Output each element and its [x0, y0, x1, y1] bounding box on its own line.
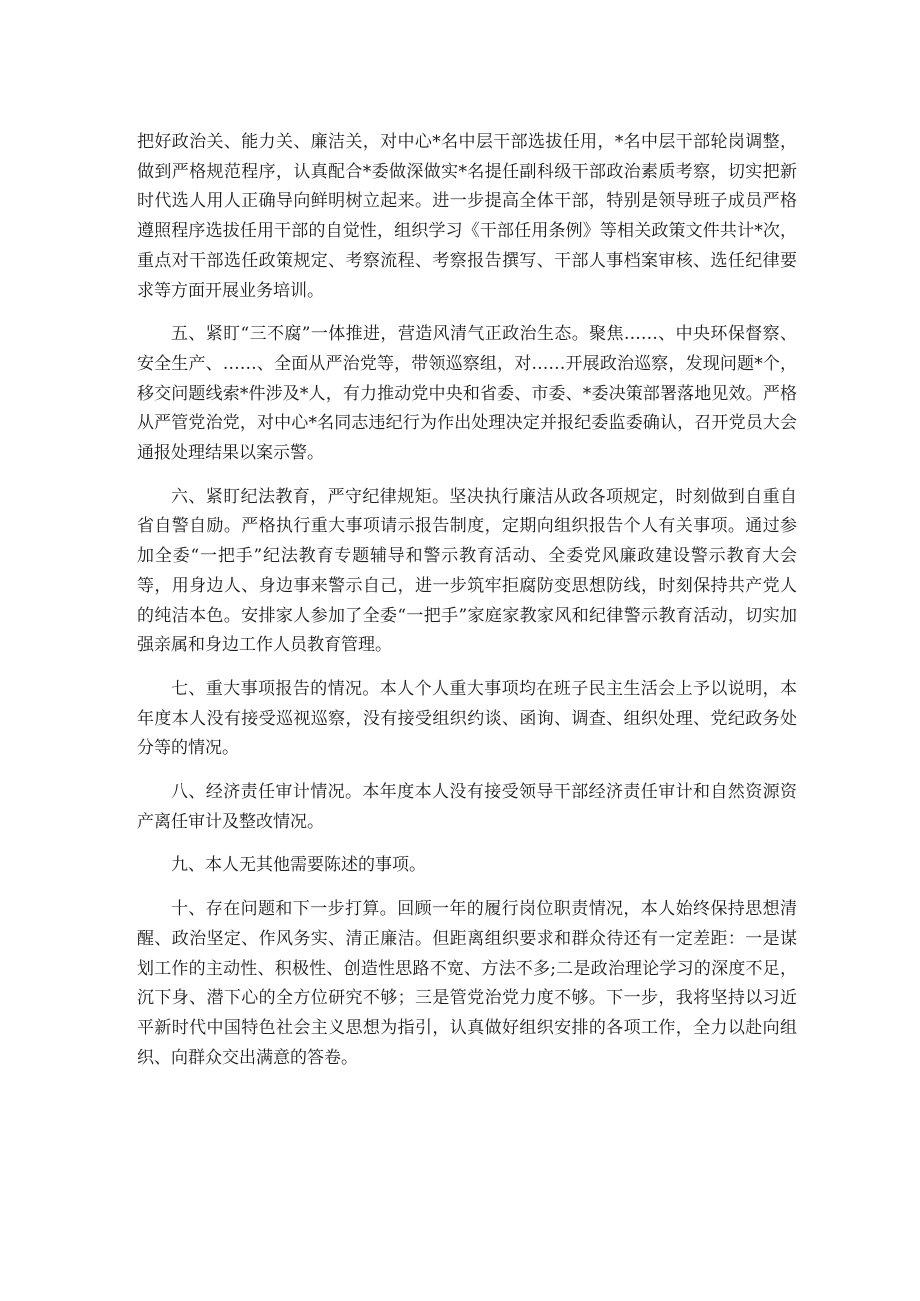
- paragraph-cadre-selection: 把好政治关、能力关、廉洁关，对中心*名中层干部选拔任用，*名中层干部轮岗调整，做到严格规范程序，认真配合*委做深做实*名提任副科级干部政治素质考察，切实把新时代选人用人正确导向鲜明树立起来。进一步提高全体干部，特别是领导班子成员严格遵照程序选拔任用干部的自觉性，组织学习《干部任用条例》等相关政策文件共计*次，重点对干部选任政策规定、考察流程、考察报告撰写、干部人事档案审核、选任纪律要求等方面开展业务培训。: [137, 132, 797, 301]
- paragraph-section-8: 八、经济责任审计情况。本年度本人没有接受领导干部经济责任审计和自然资源资产离任审计及整改情况。: [137, 782, 797, 832]
- paragraph-section-5: 五、紧盯“三不腐”一体推进，营造风清气正政治生态。聚焦……、中央环保督察、安全生产、……、全面从严治党等，带领巡察组，对……开展政治巡察，发现问题*个，移交问题线索*件涉及*人，有力推动党中央和省委、市委、*委决策部署落地见效。严格从严管党治党，对中心*名同志违纪行为作出处理决定并报纪委监委确认，召开党员大会通报处理结果以案示警。: [137, 324, 797, 464]
- paragraph-section-10: 十、存在问题和下一步打算。回顾一年的履行岗位职责情况，本人始终保持思想清醒、政治坚定、作风务实、清正廉洁。但距离组织要求和群众待还有一定差距：一是谋划工作的主动性、积极性、创造性思路不宽、方法不多;二是政治理论学习的深度不足，沉下身、潜下心的全方位研究不够；三是管党治党力度不够。下一步，我将坚持以习近平新时代中国特色社会主义思想为指引，认真做好组织安排的各项工作，全力以赴向组织、向群众交出满意的答卷。: [137, 899, 797, 1068]
- paragraph-section-6: 六、紧盯纪法教育，严守纪律规矩。坚决执行廉洁从政各项规定，时刻做到自重自省自警自励。严格执行重大事项请示报告制度，定期向组织报告个人有关事项。通过参加全委“一把手”纪法教育专题辅导和警示教育活动、全委党风廉政建设警示教育大会等，用身边人、身边事来警示自己，进一步筑牢拒腐防变思想防线，时刻保持共产党人的纯洁本色。安排家人参加了全委“一把手”家庭家教家风和纪律警示教育活动，切实加强亲属和身边工作人员教育管理。: [137, 486, 797, 656]
- document-body: [137, 128, 797, 1087]
- paragraph-section-7: 七、重大事项报告的情况。本人个人重大事项均在班子民主生活会上予以说明，本年度本人没有接受巡视巡察，没有接受组织约谈、函询、调查、组织处理、党纪政务处分等的情况。: [137, 678, 797, 759]
- paragraph-section-9: 九、本人无其他需要陈述的事项。: [171, 855, 426, 876]
